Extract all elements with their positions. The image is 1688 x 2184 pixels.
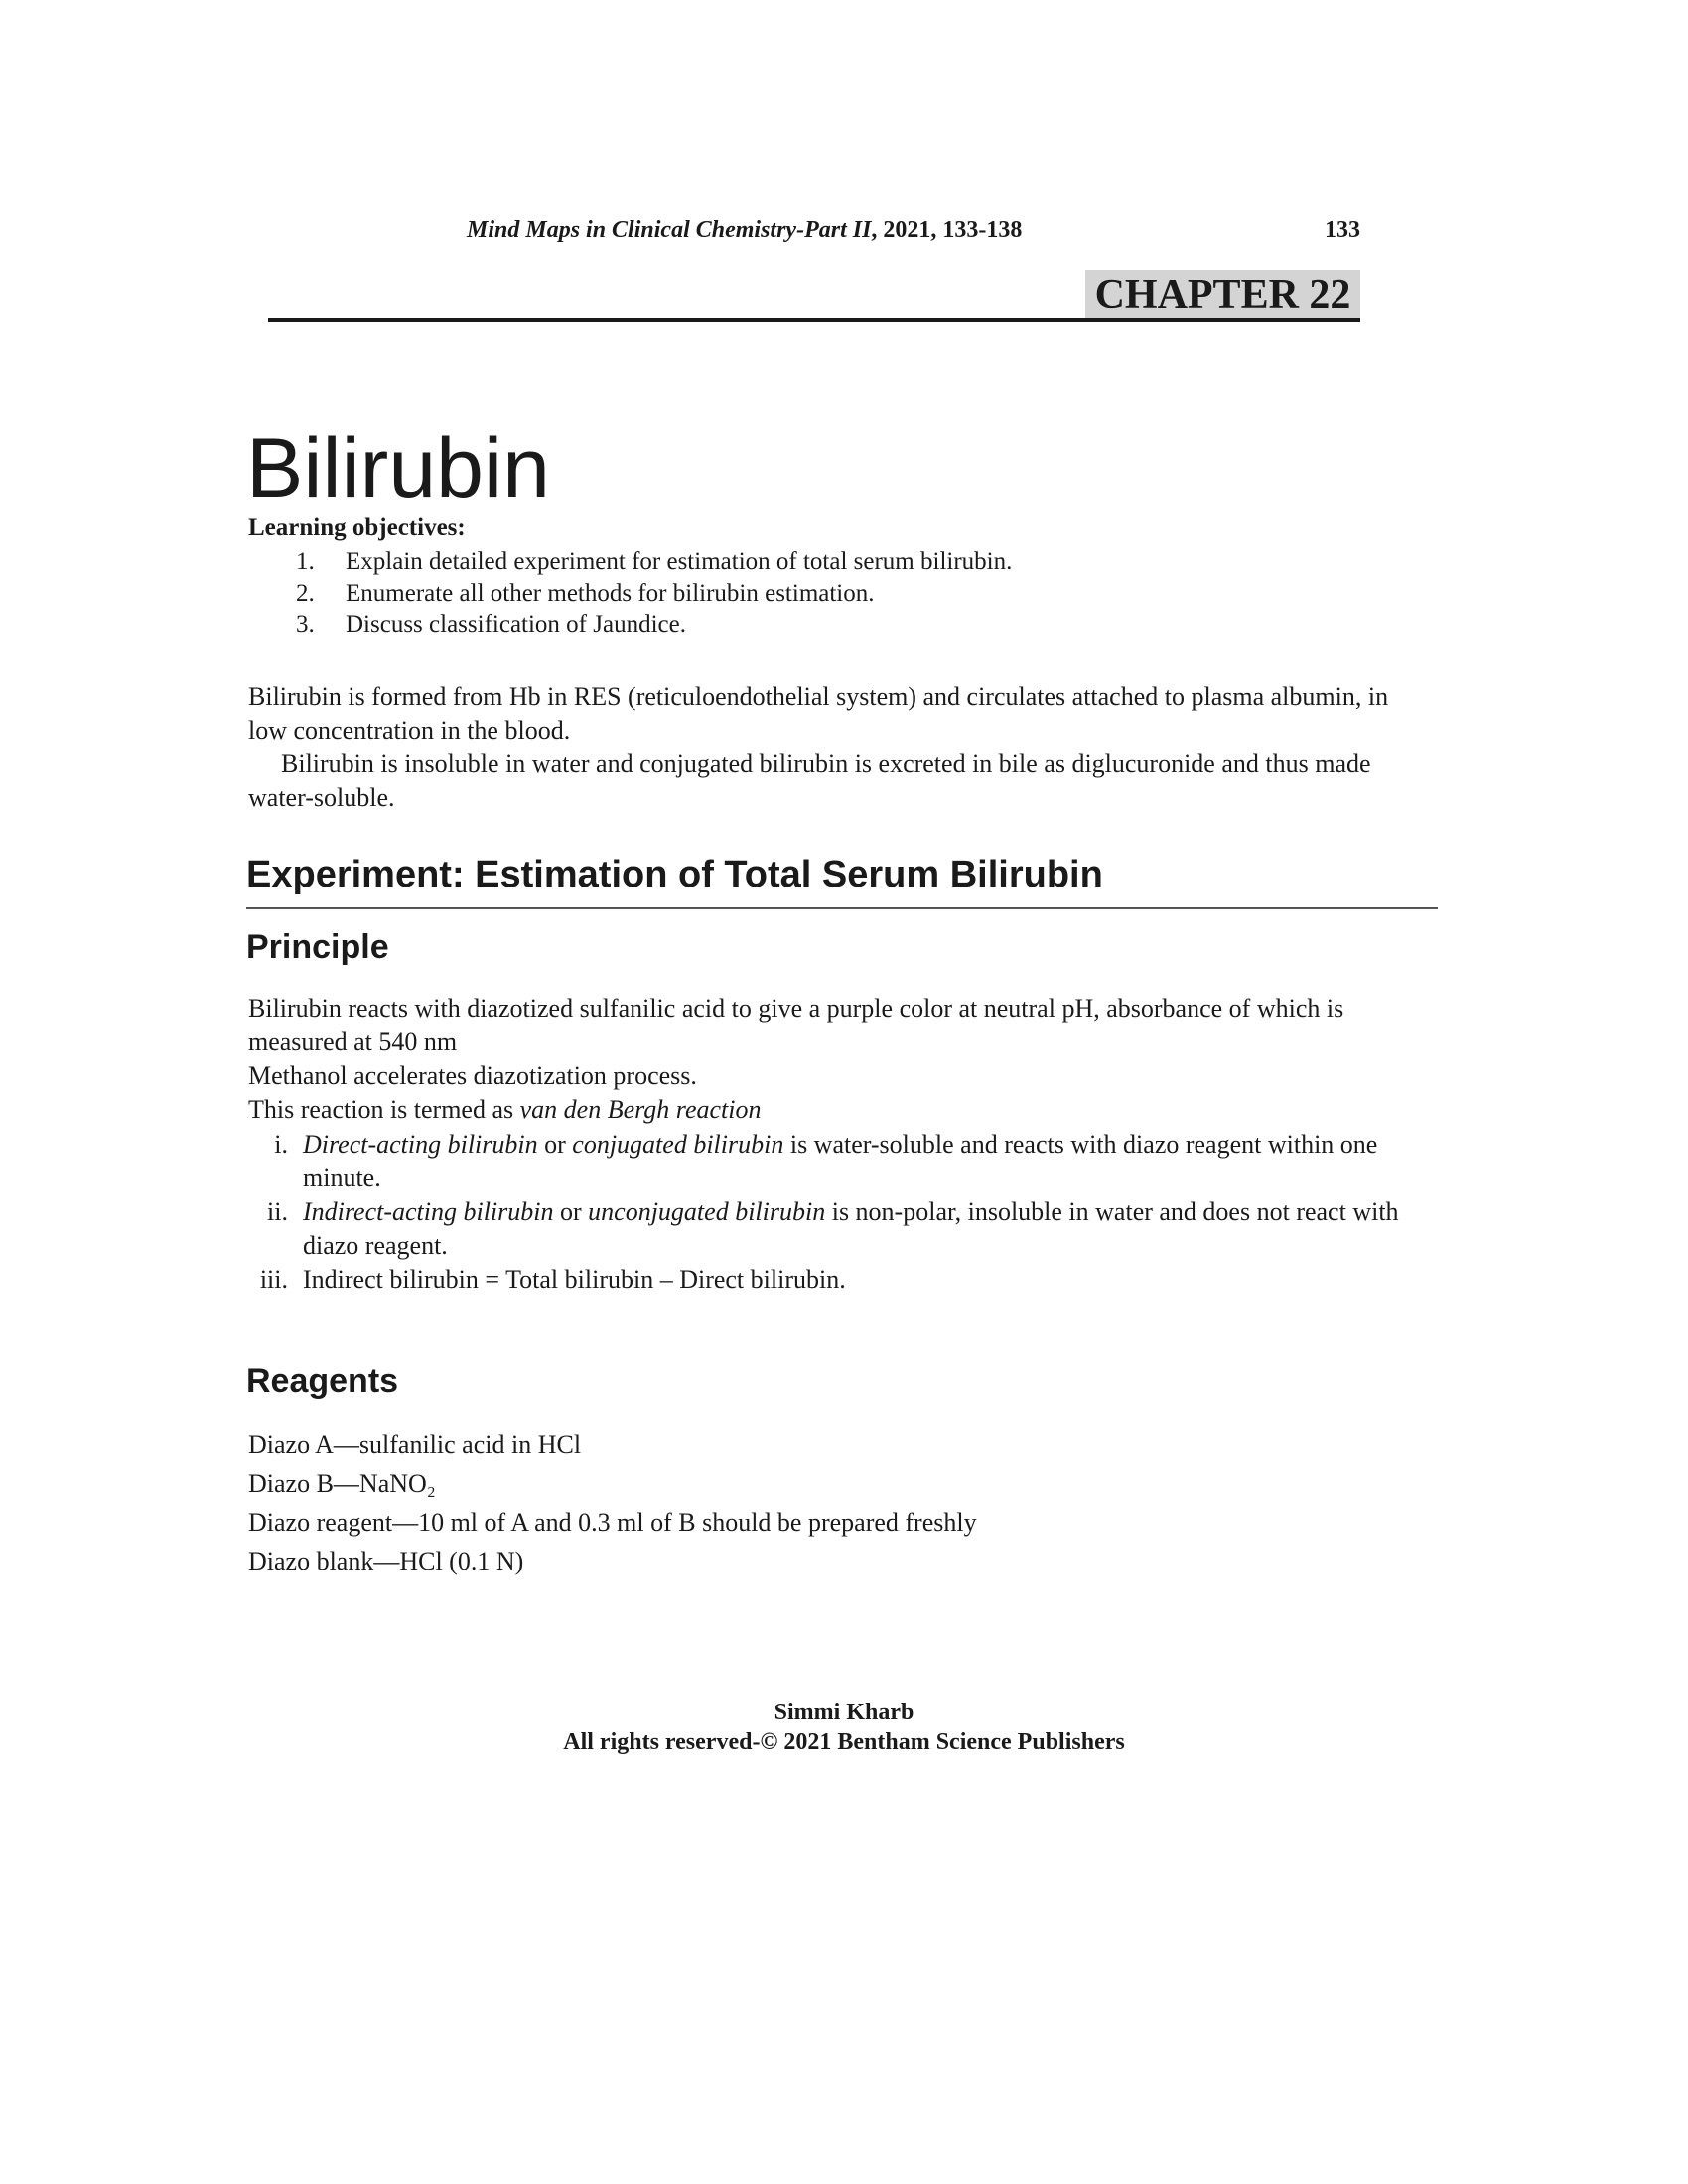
list-text: or — [553, 1197, 589, 1226]
list-number: 1. — [296, 548, 315, 575]
list-number: 3. — [296, 612, 315, 638]
list-item — [248, 1263, 1400, 1297]
list-italic-term: Direct-acting bilirubin — [303, 1130, 538, 1159]
reagents-heading: Reagents — [246, 1362, 399, 1400]
book-year-pages: , 2021, 133-138 — [871, 217, 1023, 243]
list-text: Enumerate all other methods for bilirubin estimation. — [346, 580, 875, 607]
intro-paragraph-2: Bilirubin is insoluble in water and conjugated bilirubin is excreted in bile as diglucuronide and thus made water-soluble. — [248, 750, 1371, 812]
list-italic-term: conjugated bilirubin — [572, 1130, 784, 1159]
reagents-list — [248, 1426, 1400, 1580]
experiment-heading: Experiment: Estimation of Total Serum Bilirubin — [246, 854, 1103, 895]
page-number: 133 — [1325, 217, 1360, 243]
intro-paragraph-1: Bilirubin is formed from Hb in RES (reticuloendothelial system) and circulates attached to plasma albumin, in low concentration in the blood. — [248, 682, 1389, 745]
list-number: iii. — [259, 1265, 288, 1294]
reagent-item: Diazo A—sulfanilic acid in HCl — [248, 1431, 582, 1459]
learning-objectives-list — [296, 546, 1388, 641]
list-item — [296, 578, 1388, 610]
list-text: is non-polar, insoluble in water and does not react with diazo reagent. — [303, 1197, 1399, 1260]
list-item — [296, 610, 1388, 641]
principle-line-2: Methanol accelerates diazotization process. — [248, 1061, 697, 1090]
chapter-title: Bilirubin — [246, 421, 550, 516]
book-title: Mind Maps in Clinical Chemistry-Part II — [467, 217, 872, 243]
principle-list — [248, 1128, 1400, 1297]
footer-author: Simmi Kharb — [774, 1700, 914, 1725]
chapter-label: CHAPTER 22 — [1085, 270, 1360, 320]
learning-objectives-heading: Learning objectives: — [248, 514, 466, 541]
list-italic-term: Indirect-acting bilirubin — [303, 1197, 554, 1226]
list-number: ii. — [267, 1197, 288, 1226]
list-item — [296, 546, 1388, 578]
list-italic-term: unconjugated bilirubin — [588, 1197, 826, 1226]
principle-line-3-text: This reaction is termed as — [248, 1095, 520, 1124]
list-number: i. — [274, 1130, 288, 1159]
principle-line-1: Bilirubin reacts with diazotized sulfanilic acid to give a purple color at neutral pH, absorbance of which is measured at 540 nm — [248, 994, 1344, 1056]
reagent-item: Diazo B—NaNO₂ — [248, 1469, 436, 1498]
running-title — [467, 217, 1102, 244]
list-item — [248, 1195, 1400, 1263]
header-rule — [268, 318, 1360, 322]
principle-heading: Principle — [246, 928, 389, 966]
section-rule — [246, 907, 1438, 909]
list-text: is water-soluble and reacts with diazo reagent within one minute. — [303, 1130, 1378, 1192]
list-number: 2. — [296, 580, 315, 607]
list-text: Discuss classification of Jaundice. — [346, 612, 686, 638]
reagent-item: Diazo blank—HCl (0.1 N) — [248, 1547, 524, 1575]
principle-line-3-italic: van den Bergh reaction — [519, 1095, 762, 1124]
principle-text — [248, 992, 1400, 1127]
principle-line-3 — [248, 1093, 1400, 1127]
list-item — [248, 1128, 1400, 1195]
list-text: Explain detailed experiment for estimation of total serum bilirubin. — [346, 548, 1013, 575]
list-text: or — [537, 1130, 573, 1159]
footer-rights: All rights reserved-© 2021 Bentham Science Publishers — [563, 1729, 1125, 1755]
reagent-item: Diazo reagent—10 ml of A and 0.3 ml of B should be prepared freshly — [248, 1508, 977, 1537]
list-text: Indirect bilirubin = Total bilirubin – Direct bilirubin. — [303, 1265, 846, 1294]
